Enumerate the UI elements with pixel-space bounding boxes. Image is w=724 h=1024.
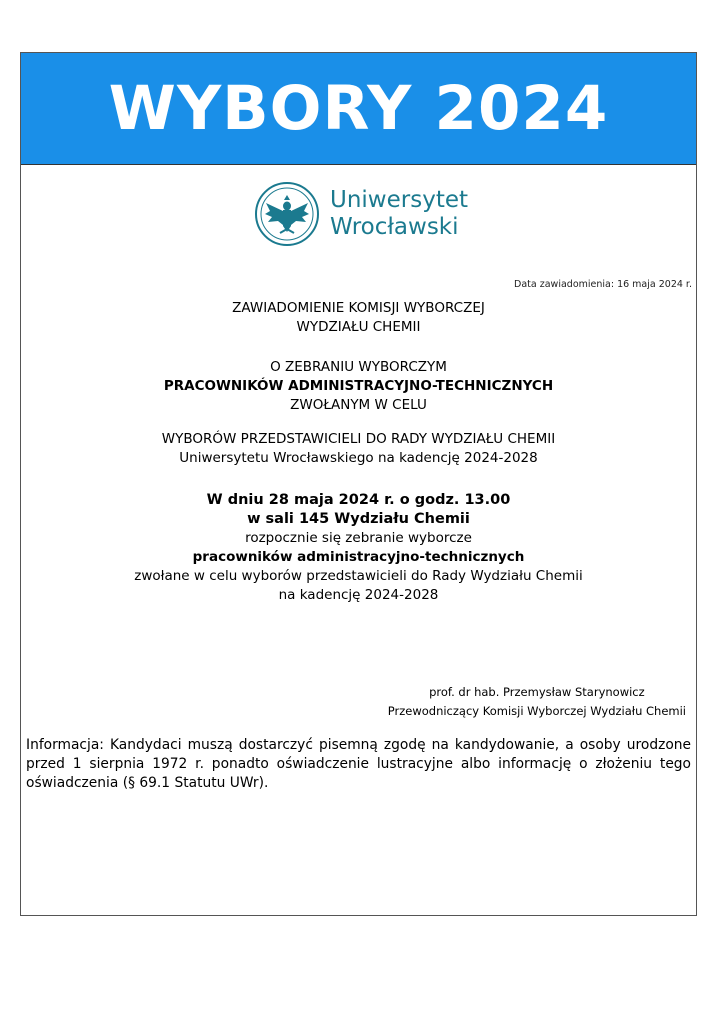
information-note: Informacja: Kandydaci muszą dostarczyć pisemną zgodę na kandydowanie, a osoby urodzone przed 1 sierpnia 1972 r. ponadto oświadczenie lustracyjne albo informację o złożeniu tego oświadczenia (§ 69.1 Statutu UWr). xyxy=(26,737,691,791)
header-line-1: ZAWIADOMIENIE KOMISJI WYBORCZEJ xyxy=(232,300,485,316)
signature-role: Przewodniczący Komisji Wyborczej Wydziału Chemii xyxy=(387,704,686,718)
subject-line-1: O ZEBRANIU WYBORCZYM xyxy=(270,359,447,375)
logo-line-1: Uniwersytet xyxy=(330,187,468,213)
signature-name: prof. dr hab. Przemysław Starynowicz xyxy=(429,685,645,699)
banner-title: WYBORY 2024 xyxy=(108,73,609,144)
purpose-line-2: Uniwersytetu Wrocławskiego na kadencję 2024-2028 xyxy=(179,450,538,466)
meeting-line-4: pracowników administracyjno-technicznych xyxy=(192,549,525,565)
university-logo xyxy=(254,180,468,248)
title-banner xyxy=(21,53,696,165)
meeting-line-6: na kadencję 2024-2028 xyxy=(278,587,439,603)
subject-line-2: PRACOWNIKÓW ADMINISTRACYJNO-TECHNICZNYCH xyxy=(163,378,554,394)
meeting-room: w sali 145 Wydziału Chemii xyxy=(247,511,470,527)
eagle-emblem-icon xyxy=(254,181,320,247)
subject-line-3: ZWOŁANYM W CELU xyxy=(290,397,427,413)
meeting-line-3: rozpocznie się zebranie wyborcze xyxy=(245,530,472,546)
purpose-line-1: WYBORÓW PRZEDSTAWICIELI DO RADY WYDZIAŁU CHEMII xyxy=(161,431,556,447)
notice-header xyxy=(21,299,696,337)
meeting-details xyxy=(21,491,696,605)
notice-purpose xyxy=(21,430,696,468)
signature xyxy=(388,683,686,721)
notice-date: Data zawiadomienia: 16 maja 2024 r. xyxy=(514,279,692,290)
notice-frame xyxy=(20,52,697,916)
header-line-2: WYDZIAŁU CHEMII xyxy=(296,319,421,335)
logo-wordmark xyxy=(330,187,468,241)
meeting-date: W dniu 28 maja 2024 r. o godz. 13.00 xyxy=(206,492,511,508)
meeting-line-5: zwołane w celu wyborów przedstawicieli do Rady Wydziału Chemii xyxy=(134,568,583,584)
logo-line-2: Wrocławski xyxy=(330,214,459,240)
notice-subject xyxy=(21,358,696,415)
